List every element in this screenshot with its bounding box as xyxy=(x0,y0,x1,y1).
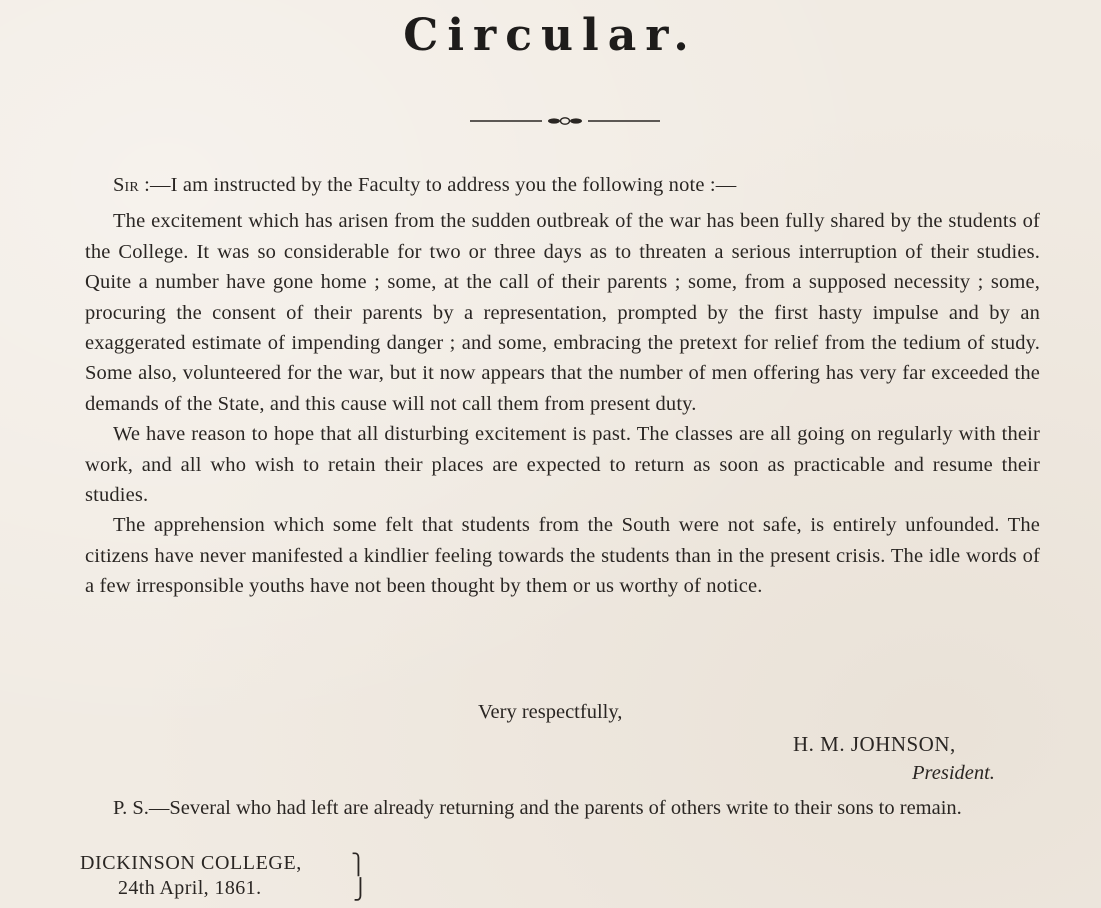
paragraph-1: The excitement which has arisen from the sudden outbreak of the war has been fully shared by the students of the College. It was so considerable for two or three days as to threaten a serious interruption of their studies. Quite a number have gone home ; some, at the call of their parents ; some, from a supposed necessity ; some, procuring the consent of their parents by a representation, prompted by the first hasty impulse and by an exaggerated estimate of impending danger ; and some, embracing the pretext for relief from the tedium of study. Some also, volunteered for the war, but it now appears that the number of men offering has very far exceeded the demands of the State, and this cause will not call them from present duty. xyxy=(85,210,1040,415)
paragraph-3: The apprehension which some felt that students from the South were not safe, is entirely unfounded. The citizens have never manifested a kindlier feeling towards the students than in the present crisis. The idle words of a few irresponsible youths have not been thought by them or us worthy of notice. xyxy=(85,514,1040,598)
brace-bottom-icon: ⎭ xyxy=(353,879,368,901)
brace-top-icon: ⎫ xyxy=(351,854,366,876)
letter-body xyxy=(85,170,1040,602)
salutation xyxy=(85,170,1040,200)
document-title: Circular. xyxy=(403,10,698,61)
date-line: 24th April, 1861. xyxy=(118,877,262,899)
postscript: P. S.—Several who had left are already returning and the parents of others write to their sons to remain. xyxy=(113,797,962,819)
paragraph-2: We have reason to hope that all disturbing excitement is past. The classes are all going on regularly with their work, and all who wish to retain their places are expected to return as soon as practicable and resume their studies. xyxy=(85,423,1040,507)
closing-line: Very respectfully, xyxy=(478,701,623,723)
divider-ornament xyxy=(470,114,660,128)
signer-title: President. xyxy=(912,762,995,784)
place-line: DICKINSON COLLEGE, xyxy=(80,852,302,874)
salutation-text: :—I am instructed by the Faculty to address you the following note :— xyxy=(138,174,737,196)
signer-name: H. M. JOHNSON, xyxy=(793,732,956,756)
salutation-lead: Sir xyxy=(113,174,139,196)
